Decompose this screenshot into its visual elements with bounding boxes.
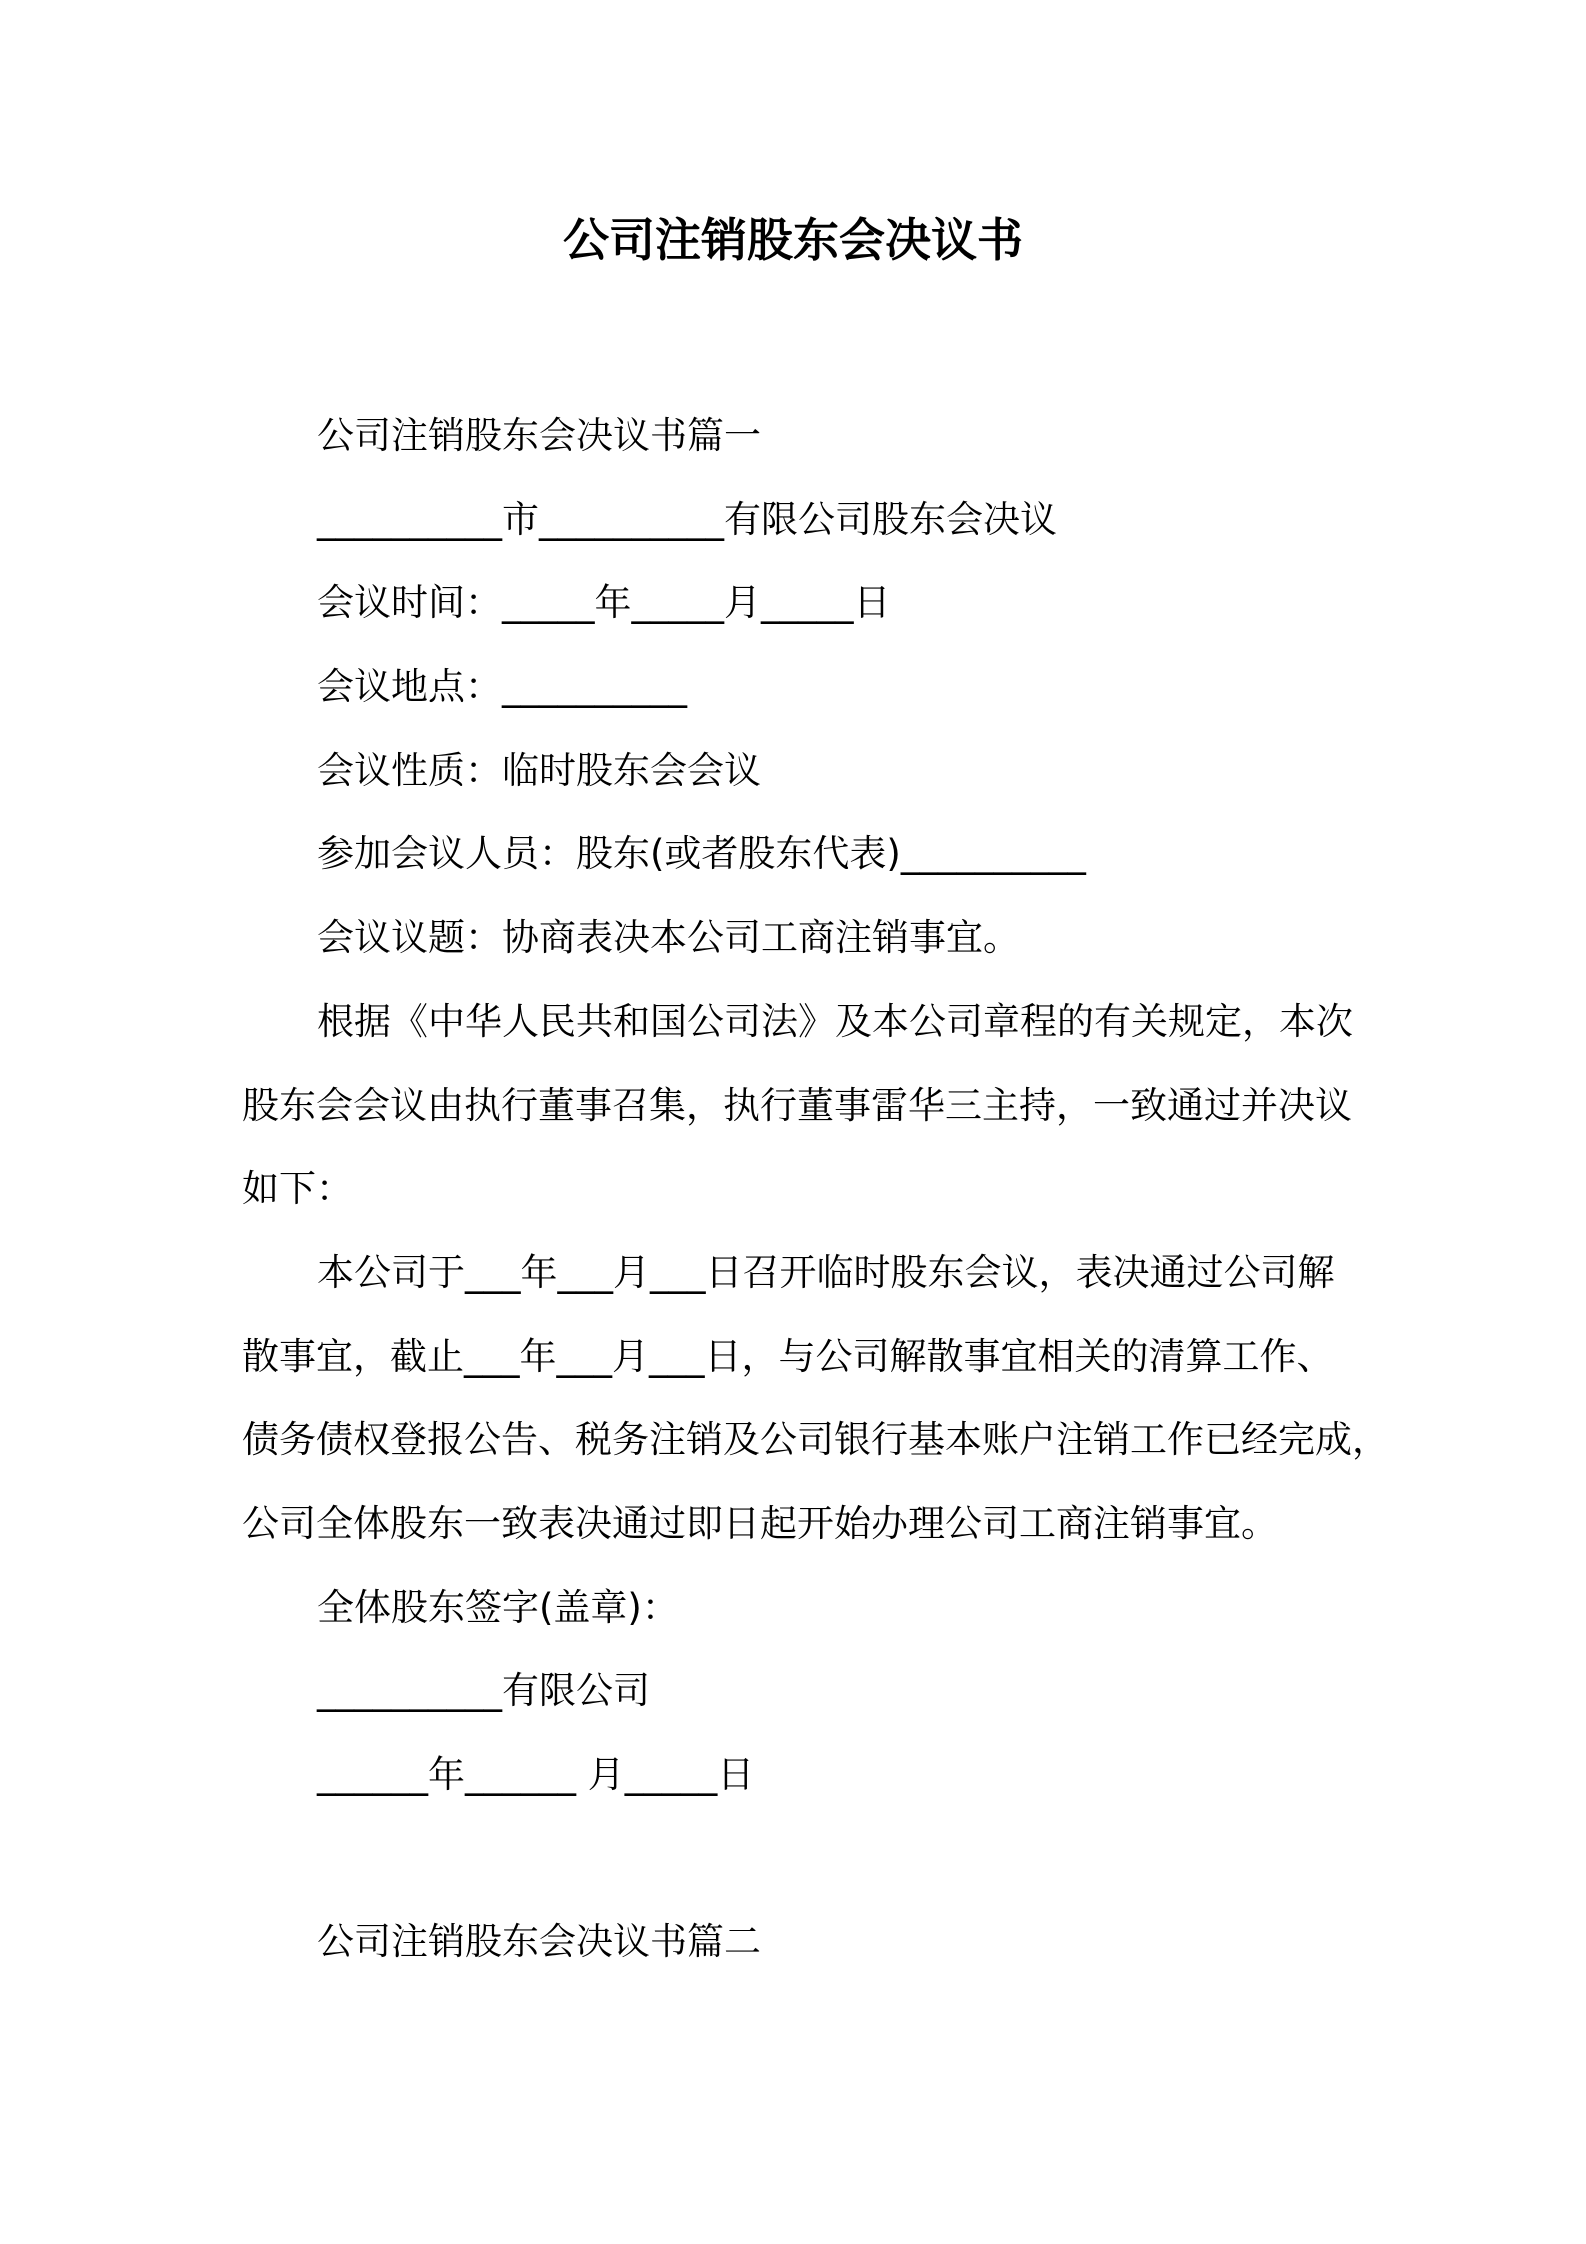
meeting-location-line: 会议地点：__________ (317, 665, 687, 708)
section-heading-2: 公司注销股东会决议书篇二 (317, 1920, 761, 1963)
document-title: 公司注销股东会决议书 (563, 213, 1023, 267)
paragraph-line: 本公司于___年___月___日召开临时股东会议，表决通过公司解 (317, 1251, 1335, 1294)
paragraph-line: 债务债权登报公告、税务注销及公司银行基本账户注销工作已经完成， (242, 1418, 1389, 1461)
signature-label-line: 全体股东签字(盖章)： (317, 1586, 679, 1629)
company-signature-line: __________有限公司 (317, 1669, 650, 1712)
paragraph-line: 股东会会议由执行董事召集，执行董事雷华三主持，一致通过并决议 (242, 1084, 1352, 1127)
paragraph-line: 根据《中华人民共和国公司法》及本公司章程的有关规定，本次 (317, 1000, 1353, 1043)
resolution-header-line: __________市__________有限公司股东会决议 (317, 498, 1057, 541)
paragraph-line: 散事宜，截止___年___月___日，与公司解散事宜相关的清算工作、 (242, 1335, 1334, 1378)
meeting-topic-line: 会议议题：协商表决本公司工商注销事宜。 (317, 916, 1020, 959)
attendees-line: 参加会议人员：股东(或者股东代表)__________ (317, 832, 1086, 875)
paragraph-line: 如下： (242, 1167, 353, 1210)
signature-date-line: ______年______ 月_____日 (317, 1753, 755, 1796)
section-heading-1: 公司注销股东会决议书篇一 (317, 414, 761, 457)
meeting-nature-line: 会议性质：临时股东会会议 (317, 749, 761, 792)
meeting-time-line: 会议时间：_____年_____月_____日 (317, 581, 891, 624)
paragraph-line: 公司全体股东一致表决通过即日起开始办理公司工商注销事宜。 (242, 1502, 1278, 1545)
